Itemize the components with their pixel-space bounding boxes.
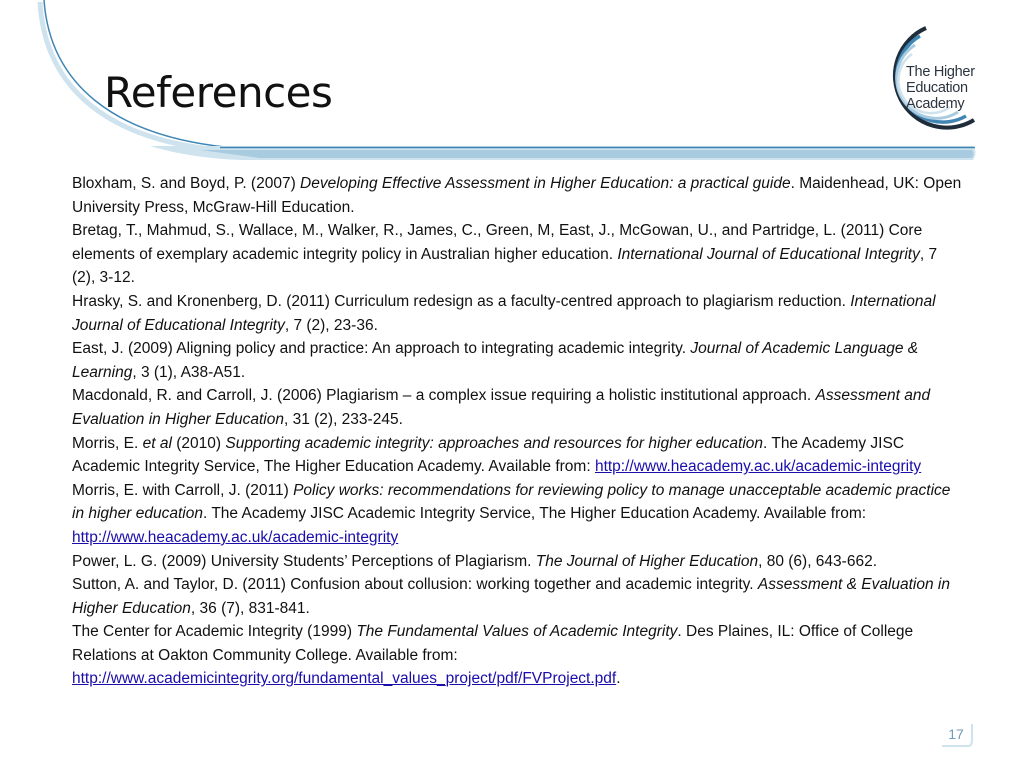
- reference-title-italic: Developing Effective Assessment in Higher Education: a practical guide: [300, 175, 791, 192]
- reference-entry: [72, 620, 962, 691]
- reference-entry: [72, 290, 962, 337]
- reference-text: , 3 (1), A38-A51.: [132, 363, 246, 381]
- reference-text: Morris, E. with Carroll, J. (2011): [72, 481, 294, 499]
- reference-text: Morris, E.: [72, 434, 143, 452]
- reference-text: East, J. (2009) Aligning policy and practice: An approach to integrating academic integrity.: [72, 340, 691, 358]
- logo-line: Academy: [906, 96, 965, 112]
- reference-text: Sutton, A. and Taylor, D. (2011) Confusion about collusion: working together and academic integrity.: [72, 576, 758, 594]
- reference-text: . Des Plaines, IL: Office of College Relations at Oakton Community College. Available from:: [72, 623, 914, 664]
- reference-text: . Maidenhead, UK: Open University Press, McGraw-Hill Education.: [72, 175, 962, 216]
- reference-text: .: [616, 670, 621, 688]
- reference-title-italic: International Journal of Educational Integrity: [72, 292, 936, 334]
- reference-entry: [72, 384, 962, 431]
- reference-entry: [72, 219, 962, 290]
- reference-text: , 7 (2), 23-36.: [284, 316, 378, 334]
- slide-title: References: [104, 68, 333, 117]
- reference-text: (2010): [171, 434, 226, 452]
- reference-link[interactable]: http://www.academicintegrity.org/fundamental_values_project/pdf/FVProject.pdf: [72, 670, 617, 688]
- reference-title-italic: Assessment and Evaluation in Higher Education: [72, 387, 931, 428]
- reference-text: The Center for Academic Integrity (1999): [72, 623, 357, 641]
- reference-entry: [72, 573, 962, 620]
- reference-entry: [72, 550, 962, 574]
- reference-text: Bretag, T., Mahmud, S., Wallace, M., Walker, R., James, C., Green, M, East, J., McGowan, U., and Partridge, L. (2011) Core elements of exemplary academic integrity policy in Australian higher education.: [72, 222, 923, 263]
- reference-text: Macdonald, R. and Carroll, J. (2006) Plagiarism – a complex issue requiring a holistic institutional approach.: [72, 387, 816, 405]
- reference-text: , 36 (7), 831-841.: [190, 599, 310, 617]
- references-list: [72, 172, 962, 691]
- reference-title-italic: Assessment & Evaluation in Higher Education: [72, 576, 950, 617]
- reference-entry: [72, 479, 962, 550]
- logo-wordmark: [906, 64, 988, 112]
- reference-text: . The Academy JISC Academic Integrity Service, The Higher Education Academy. Available from:: [203, 505, 867, 523]
- reference-link[interactable]: http://www.heacademy.ac.uk/academic-integrity: [72, 528, 399, 546]
- reference-text: , 7 (2), 3-12.: [72, 245, 938, 287]
- reference-title-italic: Journal of Academic Language & Learning: [72, 340, 919, 381]
- reference-text: , 80 (6), 643-662.: [758, 552, 878, 570]
- reference-title-italic: The Journal of Higher Education: [535, 552, 759, 570]
- page-number-badge: [938, 720, 974, 748]
- reference-title-italic: Policy works: recommendations for reviewing policy to manage unacceptable academic practice in higher education: [72, 481, 951, 523]
- reference-link[interactable]: http://www.heacademy.ac.uk/academic-integrity: [594, 458, 922, 476]
- logo-line: The Higher: [906, 64, 975, 80]
- reference-text: Bloxham, S. and Boyd, P. (2007): [72, 175, 301, 192]
- logo-line: Education: [906, 80, 968, 96]
- page-number: 17: [948, 726, 964, 742]
- reference-entry: [72, 337, 962, 384]
- reference-text: , 31 (2), 233-245.: [283, 410, 403, 428]
- reference-title-italic: International Journal of Educational Integrity: [617, 245, 920, 263]
- reference-title-italic: et al: [142, 434, 172, 452]
- reference-text: . The Academy JISC Academic Integrity Service, The Higher Education Academy. Available from:: [72, 434, 905, 476]
- reference-entry: [72, 172, 962, 219]
- reference-title-italic: The Fundamental Values of Academic Integrity: [356, 623, 678, 641]
- reference-text: Power, L. G. (2009) University Students’ Perceptions of Plagiarism.: [72, 552, 536, 570]
- reference-title-italic: Supporting academic integrity: approaches and resources for higher education: [225, 434, 764, 452]
- reference-entry: [72, 432, 962, 479]
- reference-text: Hrasky, S. and Kronenberg, D. (2011) Curriculum redesign as a faculty-centred approach to plagiarism reduction.: [72, 292, 851, 310]
